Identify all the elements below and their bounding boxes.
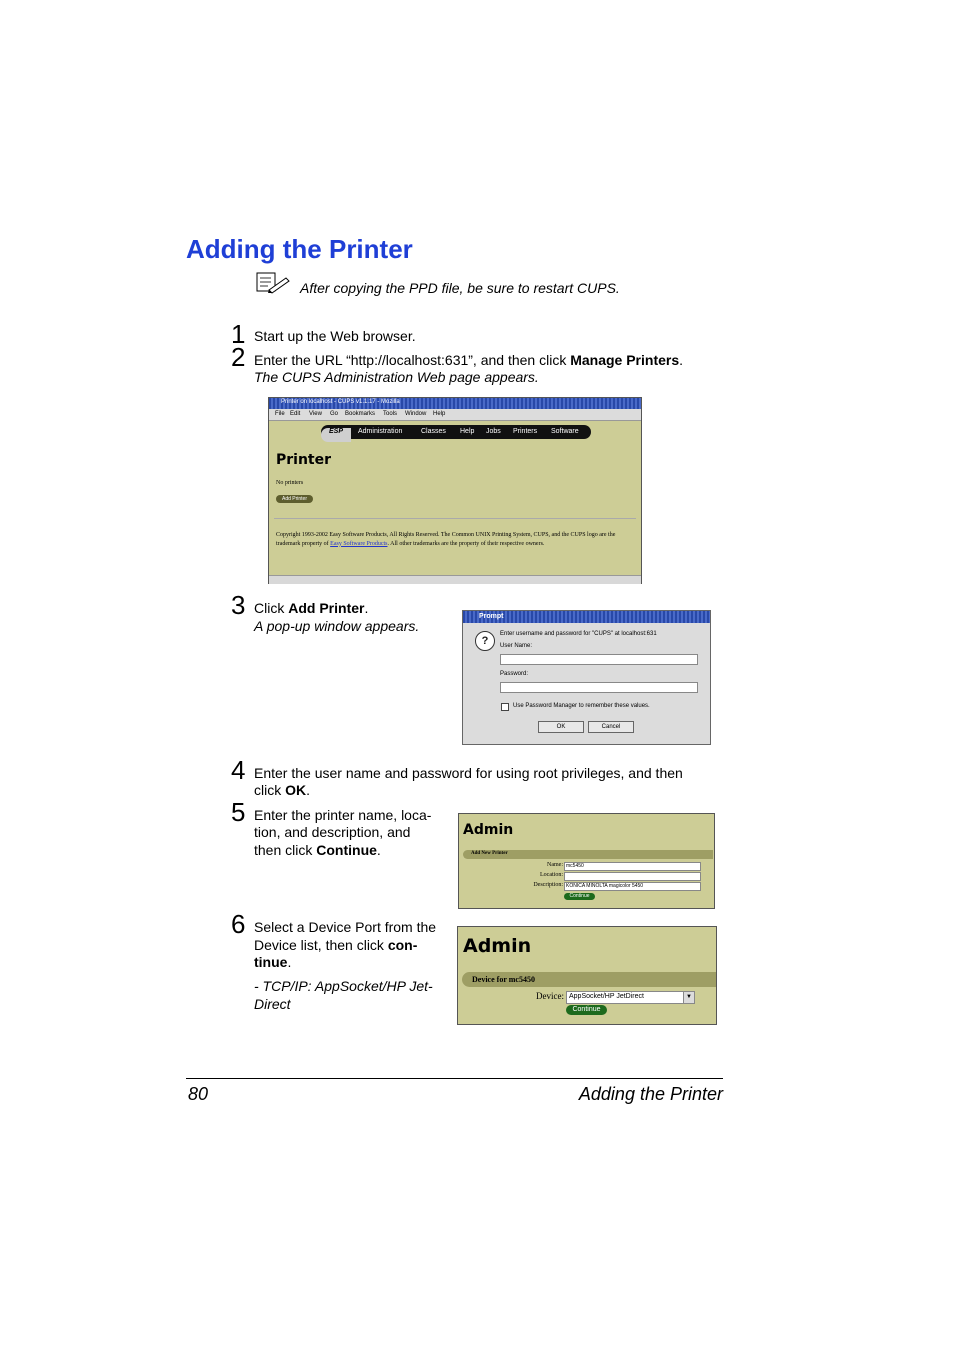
location-label: Location:: [540, 872, 563, 878]
admin-heading: Admin: [463, 822, 514, 838]
nav-jobs[interactable]: Jobs: [486, 428, 501, 435]
prompt-message: Enter username and password for "CUPS" at localhost:631: [500, 631, 657, 637]
remember-label: Use Password Manager to remember these values.: [513, 703, 650, 709]
step-text: Select a Device Port from the: [254, 919, 437, 935]
admin-heading: Admin: [463, 935, 532, 957]
chevron-down-icon[interactable]: ▼: [683, 992, 694, 1003]
step-text: Enter the printer name, loca-: [254, 807, 432, 823]
browser-page-heading: Printer: [276, 452, 332, 468]
description-label: Description:: [533, 882, 563, 888]
step-text: Enter the user name and password for using root privileges, and then: [254, 765, 683, 781]
prompt-titlebar: [463, 611, 710, 623]
step-result: A pop-up window appears.: [254, 618, 420, 634]
note-text: After copying the PPD file, be sure to restart CUPS.: [300, 280, 620, 296]
step-text: Start up the Web browser.: [254, 328, 416, 344]
user-name-label: User Name:: [500, 643, 533, 649]
note-pencil-icon: [256, 272, 290, 294]
divider: [274, 518, 636, 519]
nav-software[interactable]: Software: [551, 428, 579, 435]
name-label: Name:: [547, 862, 563, 868]
step-text: then click Continue.: [254, 842, 381, 858]
password-input[interactable]: [500, 682, 698, 693]
add-printer-button[interactable]: Add Printer: [276, 495, 313, 503]
cups-browser-screenshot: [268, 397, 642, 584]
user-name-input[interactable]: [500, 654, 698, 665]
page-title: Adding the Printer: [186, 234, 413, 264]
step-number: 4: [231, 755, 246, 785]
menu-item[interactable]: File: [275, 411, 285, 417]
esp-logo[interactable]: ESP: [321, 428, 351, 442]
menu-item[interactable]: View: [309, 411, 322, 417]
device-label: Device:: [536, 991, 564, 1001]
menu-item[interactable]: Edit: [290, 411, 301, 417]
add-new-printer-bar: Add New Printer: [463, 850, 713, 859]
step-number: 1: [231, 319, 246, 349]
login-prompt-screenshot: [462, 610, 711, 745]
step-text: Click Add Printer.: [254, 600, 369, 616]
step-number: 5: [231, 797, 246, 827]
browser-menubar: [269, 409, 641, 421]
ok-button[interactable]: OK: [538, 721, 584, 733]
step-number: 6: [231, 909, 246, 939]
step-detail: Direct: [254, 996, 291, 1012]
nav-printers[interactable]: Printers: [513, 428, 538, 435]
step-text: Device list, then click con-: [254, 937, 418, 953]
cups-nav-bar: [321, 425, 591, 439]
continue-button[interactable]: Continue: [566, 1005, 607, 1015]
admin-add-printer-screenshot: [458, 813, 715, 909]
easy-software-link[interactable]: Easy Software Products: [330, 540, 388, 547]
menu-item[interactable]: Tools: [383, 411, 398, 417]
admin-device-screenshot: [457, 926, 717, 1025]
page-number: 80: [188, 1084, 209, 1104]
menu-item[interactable]: Window: [405, 411, 427, 417]
question-icon: ?: [475, 631, 495, 651]
remember-checkbox[interactable]: [501, 703, 509, 711]
step-text: click OK.: [254, 782, 311, 798]
description-input[interactable]: KONICA MINOLTA magicolor 5450: [564, 882, 701, 891]
device-select[interactable]: [566, 991, 695, 1004]
step-result: The CUPS Administration Web page appears.: [254, 369, 539, 385]
printer-name-input[interactable]: mc5450: [564, 862, 701, 871]
step-text: tion, and description, and: [254, 824, 411, 840]
step-text: Enter the URL “http://localhost:631”, and then click Manage Printers.: [254, 352, 684, 368]
prompt-title: Prompt: [479, 613, 504, 620]
footer-section-title: Adding the Printer: [578, 1084, 723, 1104]
step-text: tinue.: [254, 954, 292, 970]
no-printers-text: No printers: [276, 480, 304, 486]
copyright-text: Copyright 1993-2002 Easy Software Products, All Rights Reserved. The Common UNIX Printing System, CUPS, and the CUPS logo are the trademark property of Easy Software Products. All other trademarks are the property of their respective owners.: [276, 532, 616, 547]
menu-item[interactable]: Bookmarks: [345, 411, 376, 417]
nav-classes[interactable]: Classes: [421, 428, 446, 435]
device-bar: [462, 972, 716, 987]
menu-item[interactable]: Help: [433, 411, 446, 417]
cancel-button[interactable]: Cancel: [588, 721, 634, 733]
footer-rule: [186, 1078, 723, 1079]
password-label: Password:: [500, 671, 529, 677]
device-select-value: AppSocket/HP JetDirect: [569, 993, 644, 1000]
horizontal-scrollbar[interactable]: [269, 575, 641, 584]
step-number: 3: [231, 590, 246, 620]
browser-window-title: Printer on localhost - CUPS v1.1.17 - Mozilla: [281, 399, 400, 405]
step-detail: - TCP/IP: AppSocket/HP Jet-: [254, 978, 433, 994]
location-input[interactable]: [564, 872, 701, 881]
continue-button[interactable]: Continue: [564, 893, 595, 900]
menu-item[interactable]: Go: [330, 411, 339, 417]
browser-titlebar: [269, 398, 641, 409]
device-bar-label: Device for mc5450: [472, 975, 535, 984]
nav-administration[interactable]: Administration: [358, 428, 403, 435]
step-number: 2: [231, 342, 246, 372]
nav-help[interactable]: Help: [460, 428, 475, 435]
